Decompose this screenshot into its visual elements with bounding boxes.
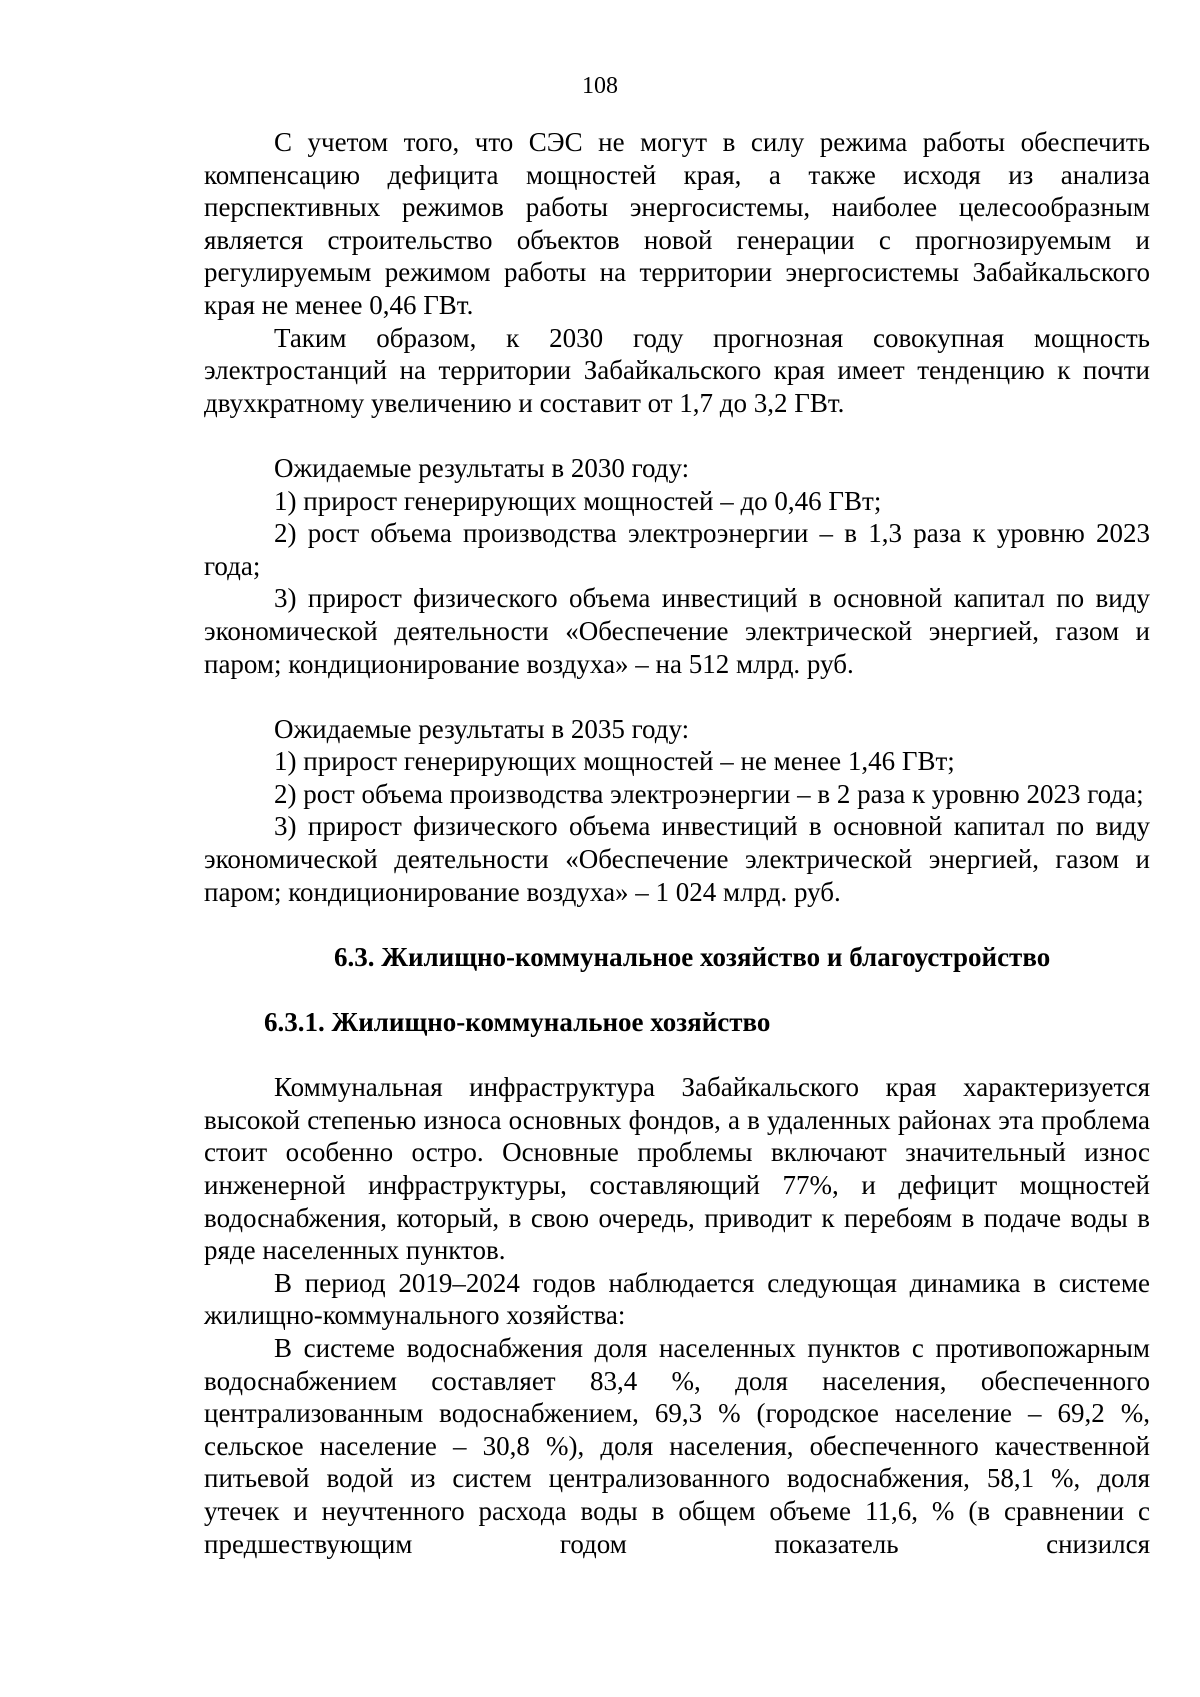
results-2030-item-3: 3) прирост физического объема инвестиций в основной капитал по виду экономической деятельности «Обеспечение электрической энергией, газом и паром; кондиционирование воздуха» – на 512 млрд. руб.	[204, 583, 1150, 679]
paragraph-water-supply: В системе водоснабжения доля населенных пунктов с противопожарным водоснабжением составляет 83,4 %, доля населения, обеспеченного централизованным водоснабжением, 69,3 % (городское население – 69,2 %, сельское население – 30,8 %), доля населения, обеспеченного качественной питьевой водой из систем централизованного водоснабжения, 58,1 %, доля утечек и неучтенного расхода воды в общем объеме 11,6, % (в сравнении с предшествующим годом показатель снизился	[204, 1332, 1150, 1559]
spacer	[204, 1039, 1150, 1072]
paragraph-capacity-forecast: Таким образом, к 2030 году прогнозная совокупная мощность электростанций на территории Забайкальского края имеет тенденцию к почти двухкратному увеличению и составит от 1,7 до 3,2 ГВт.	[204, 322, 1150, 418]
paragraph-ses-generation: С учетом того, что СЭС не могут в силу режима работы обеспечить компенсацию дефицита мощностей края, а также исходя из анализа перспективных режимов работы энергосистемы, наиболее целесообразным является строительство объектов новой генерации с прогнозируемым и регулируемым режимом работы на территории энергосистемы Забайкальского края не менее 0,46 ГВт.	[204, 127, 1150, 320]
results-2030-title: Ожидаемые результаты в 2030 году:	[274, 452, 690, 483]
results-2035-item-3: 3) прирост физического объема инвестиций в основной капитал по виду экономической деятельности «Обеспечение электрической энергией, газом и паром; кондиционирование воздуха» – 1 024 млрд. руб.	[204, 811, 1150, 907]
spacer	[204, 973, 1150, 1006]
spacer	[204, 680, 1150, 713]
results-2035-title: Ожидаемые результаты в 2035 году:	[274, 713, 690, 744]
subsection-heading: 6.3.1. Жилищно-коммунальное хозяйство	[264, 1007, 771, 1038]
paragraph-dynamics-intro: В период 2019–2024 годов наблюдается следующая динамика в системе жилищно-коммунального хозяйства:	[204, 1267, 1150, 1331]
page-number: 108	[582, 73, 618, 99]
page-content	[204, 126, 1150, 1560]
results-2030-item-1: 1) прирост генерирующих мощностей – до 0,46 ГВт;	[274, 485, 882, 516]
section-heading: 6.3. Жилищно-коммунальное хозяйство и благоустройство	[334, 941, 1051, 972]
results-2035-item-1: 1) прирост генерирующих мощностей – не менее 1,46 ГВт;	[274, 746, 955, 777]
paragraph-infrastructure: Коммунальная инфраструктура Забайкальского края характеризуется высокой степенью износа основных фондов, а в удаленных районах эта проблема стоит особенно остро. Основные проблемы включают значительный износ инженерной инфраструктуры, составляющий 77%, и дефицит мощностей водоснабжения, который, в свою очередь, приводит к перебоям в подаче воды в ряде населенных пунктов.	[204, 1072, 1150, 1266]
spacer	[204, 419, 1150, 452]
results-2030-item-2: 2) рост объема производства электроэнергии – в 1,3 раза к уровню 2023 года;	[204, 518, 1150, 581]
results-2035-item-2: 2) рост объема производства электроэнергии – в 2 раза к уровню 2023 года;	[274, 778, 1144, 809]
spacer	[204, 908, 1150, 941]
